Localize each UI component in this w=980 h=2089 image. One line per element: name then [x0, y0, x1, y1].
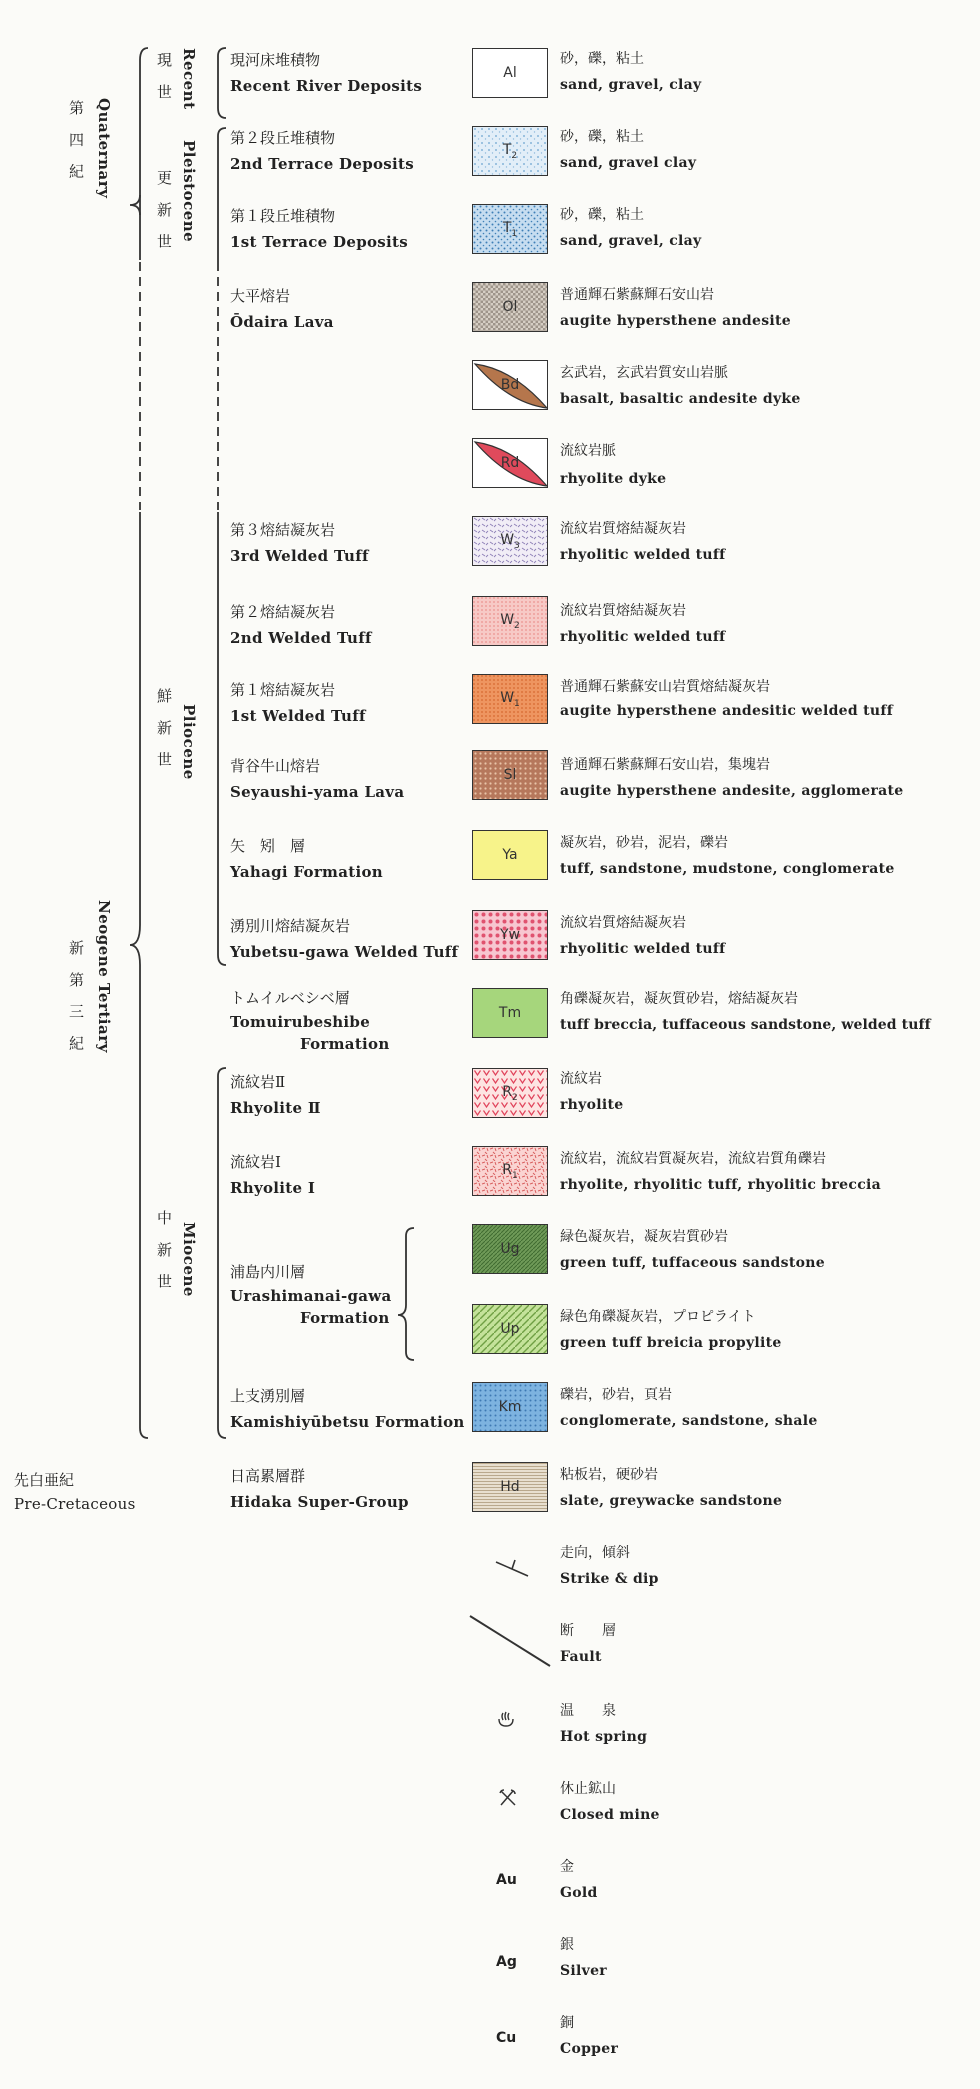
unit-desc-en: conglomerate, sandstone, shale: [560, 1413, 818, 1429]
unit-name-jp: 流紋岩Ⅰ: [230, 1153, 281, 1171]
unit-desc-en: rhyolitic welded tuff: [560, 941, 726, 957]
unit-desc-en: rhyolite, rhyolitic tuff, rhyolitic breccia: [560, 1177, 882, 1193]
swatch-code: Sl: [503, 767, 517, 783]
unit-desc-jp: 粘板岩，硬砂岩: [560, 1467, 658, 1483]
copper-symbol: Cu: [496, 2030, 517, 2046]
legend-swatch-bd: [472, 360, 548, 410]
unit-desc-jp: 砂，礫，粘土: [560, 51, 644, 67]
unit-name-jp: 流紋岩Ⅱ: [230, 1073, 286, 1091]
unit-desc-jp: 流紋岩，流紋岩質凝灰岩，流紋岩質角礫岩: [560, 1151, 826, 1167]
unit-desc-jp: 流紋岩: [560, 1071, 602, 1087]
miocene-en-label: Miocene: [180, 1222, 198, 1297]
quaternary-jp-label: 第 四 紀: [67, 100, 85, 185]
legend-swatch-ug: [472, 1224, 548, 1274]
unit-name-en: Tomuirubeshibe: [230, 1013, 371, 1031]
legend-swatch-t1: [472, 204, 548, 254]
legend-swatch-w1: [472, 674, 548, 724]
unit-name-en: 3rd Welded Tuff: [230, 547, 369, 565]
swatch-code: $T_1$: [502, 219, 518, 239]
unit-desc-jp: 角礫凝灰岩，凝灰質砂岩，熔結凝灰岩: [560, 991, 798, 1007]
unit-name-en: Kamishiyūbetsu Formation: [230, 1413, 465, 1431]
symbol-label-jp: 休止鉱山: [560, 1781, 616, 1797]
unit-name-jp: 第１熔結凝灰岩: [230, 681, 336, 699]
pleistocene-en-label: Pleistocene: [180, 140, 198, 243]
unit-desc-jp: 礫岩，砂岩，頁岩: [560, 1387, 672, 1403]
unit-name-jp: 矢 矧 層: [230, 837, 306, 855]
unit-name-en: Rhyolite Ⅱ: [230, 1099, 321, 1117]
unit-desc-jp: 流紋岩脈: [560, 443, 616, 459]
unit-name-jp: 背谷牛山熔岩: [230, 757, 321, 775]
pliocene-jp-label: 鮮 新 世: [155, 688, 173, 773]
swatch-code: Km: [498, 1399, 522, 1415]
period-brackets: [0, 0, 440, 1460]
swatch-code: Up: [500, 1321, 520, 1337]
unit-name-en: Yahagi Formation: [230, 863, 383, 881]
unit-desc-en: sand, gravel clay: [560, 155, 697, 171]
unit-desc-en: tuff breccia, tuffaceous sandstone, welded tuff: [560, 1017, 931, 1033]
unit-name-jp: 日高累層群: [230, 1467, 306, 1485]
unit-name-jp: 湧別川熔結凝灰岩: [230, 917, 351, 935]
unit-name-en: 1st Terrace Deposits: [230, 233, 409, 251]
precretaceous-en-label: Pre-Cretaceous: [14, 1495, 136, 1513]
legend-swatch-ol: [472, 282, 548, 332]
tertiary-jp-label: 新 第 三 紀: [67, 940, 85, 1057]
unit-name-en: 2nd Welded Tuff: [230, 629, 372, 647]
unit-name-jp: 第１段丘堆積物: [230, 207, 336, 225]
unit-name-jp: 大平熔岩: [230, 287, 291, 305]
symbol-label-jp: 走向，傾斜: [560, 1545, 630, 1561]
strike-dip-icon: [492, 1546, 532, 1586]
unit-name-en: Ōdaira Lava: [230, 313, 334, 331]
unit-desc-jp: 緑色角礫凝灰岩，プロピライト: [560, 1309, 756, 1325]
swatch-code: $W_2$: [500, 611, 520, 631]
unit-desc-jp: 玄武岩，玄武岩質安山岩脈: [560, 365, 728, 381]
unit-desc-jp: 普通輝石紫蘇輝石安山岩: [560, 287, 714, 303]
unit-desc-jp: 流紋岩質熔結凝灰岩: [560, 521, 686, 537]
miocene-jp-label: 中 新 世: [155, 1210, 173, 1295]
unit-desc-jp: 流紋岩質熔結凝灰岩: [560, 915, 686, 931]
legend-swatch-ya: [472, 830, 548, 880]
silver-symbol: Ag: [496, 1954, 517, 1970]
swatch-code: Tm: [498, 1005, 522, 1021]
legend-swatch-sl: [472, 750, 548, 800]
precretaceous-jp-label: 先白亜紀: [14, 1471, 75, 1489]
closed-mine-icon: [498, 1788, 518, 1808]
unit-desc-en: green tuff, tuffaceous sandstone: [560, 1255, 825, 1271]
legend-swatch-r1: [472, 1146, 548, 1196]
swatch-code: Bd: [500, 377, 520, 393]
legend-swatch-al: [472, 48, 548, 98]
swatch-code: Al: [503, 65, 517, 81]
legend-swatch-up: [472, 1304, 548, 1354]
swatch-code: $W_1$: [500, 689, 520, 709]
swatch-code: $R_1$: [502, 1161, 518, 1181]
unit-name-en-line2: Formation: [300, 1035, 390, 1053]
unit-desc-jp: 普通輝石紫蘇安山岩質熔結凝灰岩: [560, 679, 770, 695]
quaternary-en-label: Quaternary: [95, 98, 113, 199]
unit-desc-jp: 流紋岩質熔結凝灰岩: [560, 603, 686, 619]
unit-name-jp: トムイルベシベ層: [230, 989, 350, 1007]
fault-icon: [468, 1614, 552, 1668]
legend-swatch-yw: [472, 910, 548, 960]
unit-name-jp: 第２熔結凝灰岩: [230, 603, 336, 621]
legend-swatch-t2: [472, 126, 548, 176]
swatch-code: $R_2$: [502, 1083, 518, 1103]
symbol-label-en: Closed mine: [560, 1807, 660, 1823]
symbol-label-jp: 銀: [560, 1937, 574, 1953]
legend-swatch-rd: [472, 438, 548, 488]
unit-name-jp: 第２段丘堆積物: [230, 129, 336, 147]
unit-name-en: 2nd Terrace Deposits: [230, 155, 415, 173]
swatch-code: Rd: [500, 455, 520, 471]
legend-swatch-w3: [472, 516, 548, 566]
unit-name-jp: 上支湧別層: [230, 1387, 306, 1405]
swatch-code: $W_3$: [500, 531, 520, 551]
unit-name-jp: 現河床堆積物: [230, 51, 321, 69]
unit-name-en: 1st Welded Tuff: [230, 707, 366, 725]
swatch-code: Ug: [500, 1241, 520, 1257]
symbol-label-jp: 金: [560, 1859, 574, 1875]
unit-desc-en: rhyolite dyke: [560, 471, 667, 487]
unit-desc-en: augite hypersthene andesitic welded tuff: [560, 703, 894, 719]
symbol-label-jp: 断 層: [560, 1623, 616, 1639]
gold-symbol: Au: [496, 1872, 517, 1888]
unit-desc-en: rhyolite: [560, 1097, 624, 1113]
symbol-label-jp: 銅: [560, 2015, 574, 2031]
unit-desc-jp: 普通輝石紫蘇輝石安山岩，集塊岩: [560, 757, 770, 773]
tertiary-en-label: Neogene Tertiary: [95, 900, 113, 1053]
unit-name-en: Hidaka Super-Group: [230, 1493, 409, 1511]
legend-swatch-tm: [472, 988, 548, 1038]
unit-name-en: Yubetsu-gawa Welded Tuff: [230, 943, 459, 961]
unit-desc-en: green tuff breicia propylite: [560, 1335, 782, 1351]
unit-name-en: Seyaushi-yama Lava: [230, 783, 405, 801]
unit-desc-jp: 凝灰岩，砂岩，泥岩，礫岩: [560, 835, 728, 851]
unit-desc-en: tuff, sandstone, mudstone, conglomerate: [560, 861, 895, 877]
legend-swatch-r2: [472, 1068, 548, 1118]
unit-desc-en: basalt, basaltic andesite dyke: [560, 391, 801, 407]
symbol-label-jp: 温 泉: [560, 1703, 616, 1719]
unit-desc-en: slate, greywacke sandstone: [560, 1493, 783, 1509]
urashimanai-name-jp: 浦島内川層: [230, 1263, 306, 1281]
swatch-code: Hd: [500, 1479, 520, 1495]
symbol-label-en: Hot spring: [560, 1729, 648, 1745]
unit-desc-en: rhyolitic welded tuff: [560, 629, 726, 645]
symbol-label-en: Gold: [560, 1885, 598, 1901]
urashimanai-name-en-line2: Formation: [300, 1309, 390, 1327]
symbol-label-en: Fault: [560, 1649, 602, 1665]
swatch-code: Ol: [502, 299, 518, 315]
unit-desc-en: sand, gravel, clay: [560, 233, 702, 249]
unit-name-en: Rhyolite Ⅰ: [230, 1179, 316, 1197]
unit-desc-en: augite hypersthene andesite, agglomerate: [560, 783, 904, 799]
legend-swatch-hd: [472, 1462, 548, 1512]
legend-swatch-w2: [472, 596, 548, 646]
unit-desc-jp: 緑色凝灰岩，凝灰岩質砂岩: [560, 1229, 728, 1245]
recent-jp-label: 現 世: [155, 52, 173, 105]
pliocene-en-label: Pliocene: [180, 704, 198, 780]
legend-swatch-km: [472, 1382, 548, 1432]
hot-spring-icon: [496, 1710, 516, 1728]
symbol-label-en: Copper: [560, 2041, 619, 2057]
unit-desc-jp: 砂，礫，粘土: [560, 129, 644, 145]
pleistocene-jp-label: 更 新 世: [155, 170, 173, 255]
unit-name-en: Recent River Deposits: [230, 77, 423, 95]
unit-desc-en: rhyolitic welded tuff: [560, 547, 726, 563]
urashimanai-name-en: Urashimanai-gawa: [230, 1287, 392, 1305]
swatch-code: Yw: [499, 927, 520, 943]
recent-en-label: Recent: [180, 48, 198, 110]
symbol-label-en: Silver: [560, 1963, 607, 1979]
unit-desc-en: sand, gravel, clay: [560, 77, 702, 93]
unit-name-jp: 第３熔結凝灰岩: [230, 521, 336, 539]
symbol-label-en: Strike & dip: [560, 1571, 659, 1587]
swatch-code: $T_2$: [502, 141, 518, 161]
unit-desc-jp: 砂，礫，粘土: [560, 207, 644, 223]
swatch-code: Ya: [502, 847, 518, 863]
unit-desc-en: augite hypersthene andesite: [560, 313, 792, 329]
